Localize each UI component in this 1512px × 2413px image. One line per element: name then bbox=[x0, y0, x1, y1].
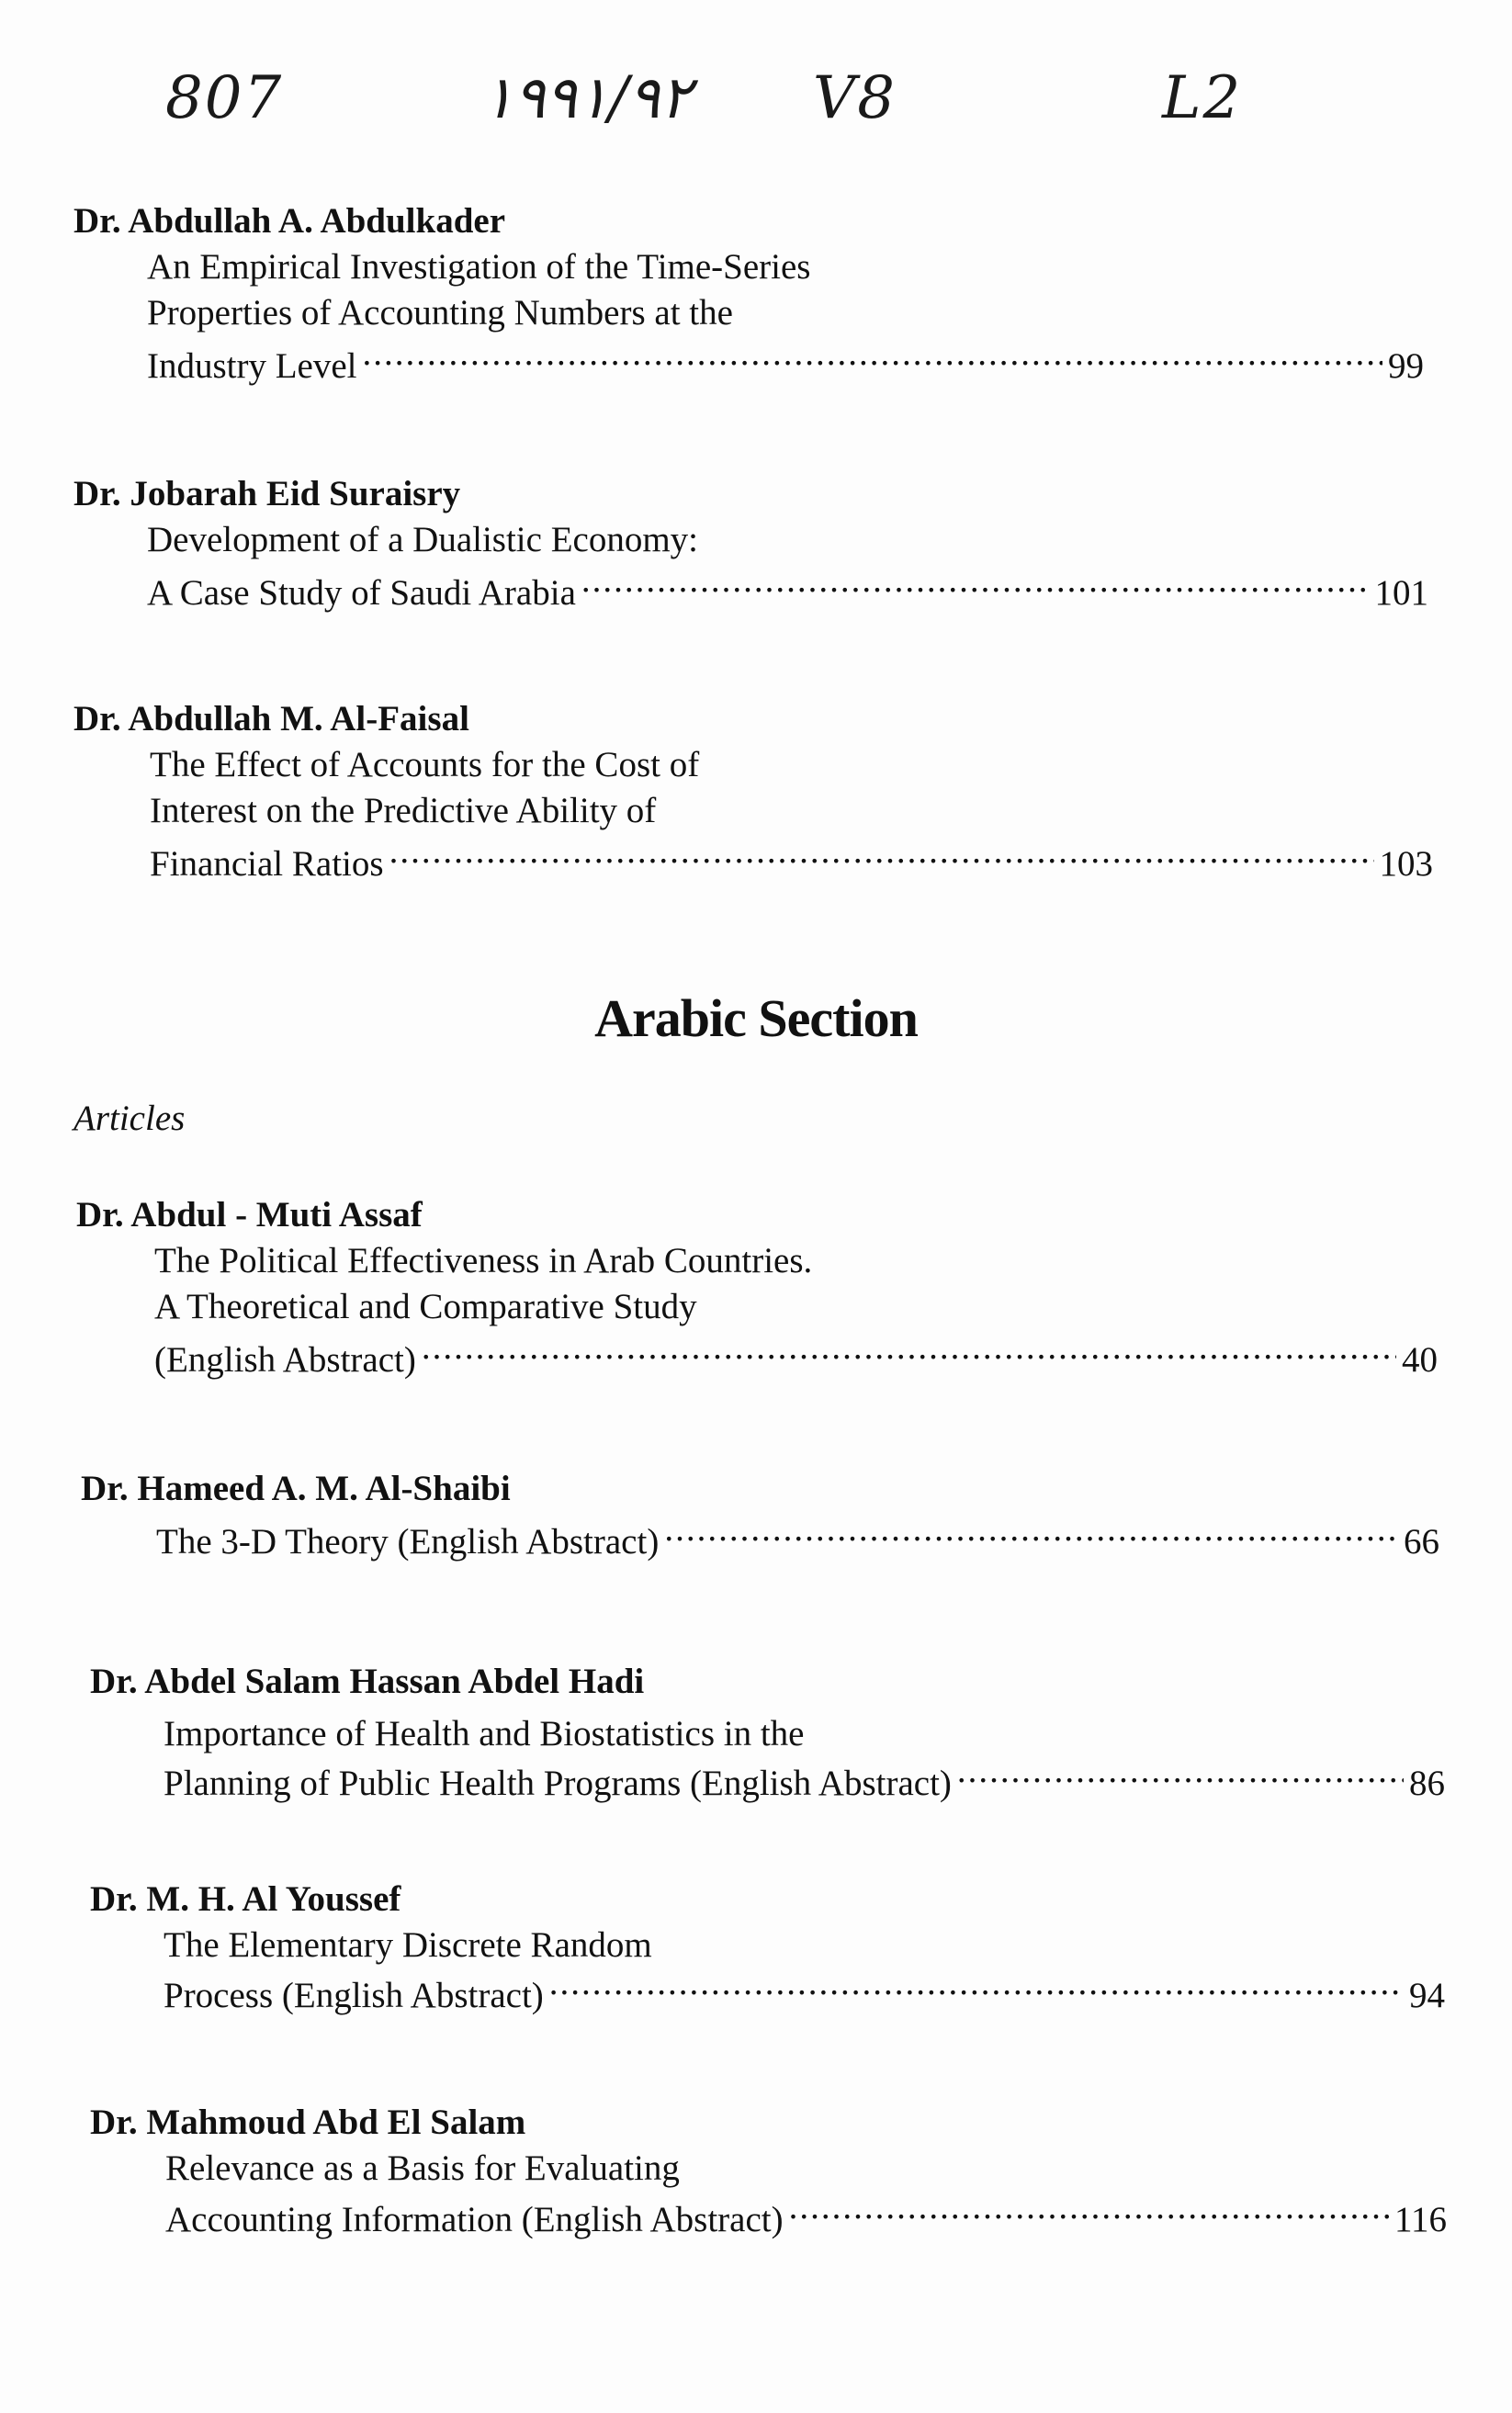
entry-author: Dr. Abdul - Muti Assaf bbox=[76, 1195, 423, 1235]
entry-title-line: Importance of Health and Biostatistics in the bbox=[164, 1714, 805, 1753]
entry-title-last-line: Accounting Information (English Abstract) bbox=[165, 2199, 784, 2239]
entry-title-last-line: Planning of Public Health Programs (English Abstract) bbox=[164, 1763, 952, 1803]
dot-leader bbox=[363, 338, 1382, 378]
entry-title-line: Development of a Dualistic Economy: bbox=[147, 520, 699, 559]
entry-author: Dr. Jobarah Eid Suraisry bbox=[73, 474, 461, 513]
entry-author: Dr. Abdullah A. Abdulkader bbox=[73, 201, 506, 241]
entry-title-line: A Theoretical and Comparative Study bbox=[154, 1287, 697, 1326]
page-number: 103 bbox=[1379, 843, 1433, 884]
page-number: 86 bbox=[1409, 1763, 1445, 1803]
entry-title-line: Properties of Accounting Numbers at the bbox=[147, 293, 733, 333]
dot-leader bbox=[389, 836, 1374, 875]
entry-title-line: The Elementary Discrete Random bbox=[164, 1925, 652, 1965]
toc-line bbox=[164, 1968, 1445, 2016]
subsection-heading: Articles bbox=[73, 1099, 186, 1138]
entry-title-last-line: Process (English Abstract) bbox=[164, 1975, 544, 2015]
entry-title-line: The Political Effectiveness in Arab Countries. bbox=[154, 1241, 813, 1280]
entry-author: Dr. Hameed A. M. Al-Shaibi bbox=[81, 1469, 511, 1508]
dot-leader bbox=[957, 1755, 1404, 1795]
page-number: 94 bbox=[1409, 1975, 1445, 2015]
entry-title-last-line: (English Abstract) bbox=[154, 1339, 416, 1380]
page-number: 66 bbox=[1404, 1521, 1439, 1562]
dot-leader bbox=[789, 2192, 1389, 2231]
page-number: 40 bbox=[1402, 1339, 1438, 1380]
page-number: 99 bbox=[1388, 345, 1424, 386]
entry-author: Dr. M. H. Al Youssef bbox=[90, 1879, 401, 1919]
toc-line bbox=[154, 1332, 1438, 1381]
entry-title-last-line: A Case Study of Saudi Arabia bbox=[147, 572, 576, 613]
page-number: 101 bbox=[1374, 572, 1428, 613]
handwritten-mark-1: 807 bbox=[165, 64, 284, 132]
dot-leader bbox=[549, 1968, 1404, 2007]
entry-title-line: Interest on the Predictive Ability of bbox=[150, 791, 657, 830]
page-number: 116 bbox=[1394, 2199, 1447, 2239]
toc-line bbox=[165, 2192, 1447, 2240]
entry-title-last-line: Industry Level bbox=[147, 345, 357, 386]
entry-title-line: An Empirical Investigation of the Time-Series bbox=[147, 247, 811, 287]
entry-title-last-line: Financial Ratios bbox=[150, 843, 384, 884]
toc-line bbox=[164, 1755, 1445, 1804]
section-heading bbox=[0, 987, 1512, 1049]
toc-line bbox=[147, 338, 1424, 387]
toc-line bbox=[150, 836, 1433, 885]
entry-author: Dr. Abdel Salam Hassan Abdel Hadi bbox=[90, 1662, 645, 1701]
handwritten-mark-2: ١٩٩١/٩٢ bbox=[482, 64, 692, 132]
handwritten-mark-3: V8 bbox=[813, 64, 897, 132]
entry-title-last-line: The 3-D Theory (English Abstract) bbox=[156, 1521, 660, 1562]
dot-leader bbox=[664, 1514, 1398, 1553]
section-heading-text: Arabic Section bbox=[594, 988, 918, 1048]
dot-leader bbox=[581, 565, 1370, 604]
entry-title-line: The Effect of Accounts for the Cost of bbox=[150, 745, 700, 784]
handwritten-mark-4: L2 bbox=[1162, 64, 1243, 132]
toc-line bbox=[147, 565, 1428, 614]
entry-author: Dr. Mahmoud Abd El Salam bbox=[90, 2103, 526, 2142]
entry-title-line: Relevance as a Basis for Evaluating bbox=[165, 2148, 680, 2188]
entry-author: Dr. Abdullah M. Al-Faisal bbox=[73, 699, 469, 739]
toc-line bbox=[156, 1514, 1439, 1562]
dot-leader bbox=[422, 1332, 1396, 1371]
